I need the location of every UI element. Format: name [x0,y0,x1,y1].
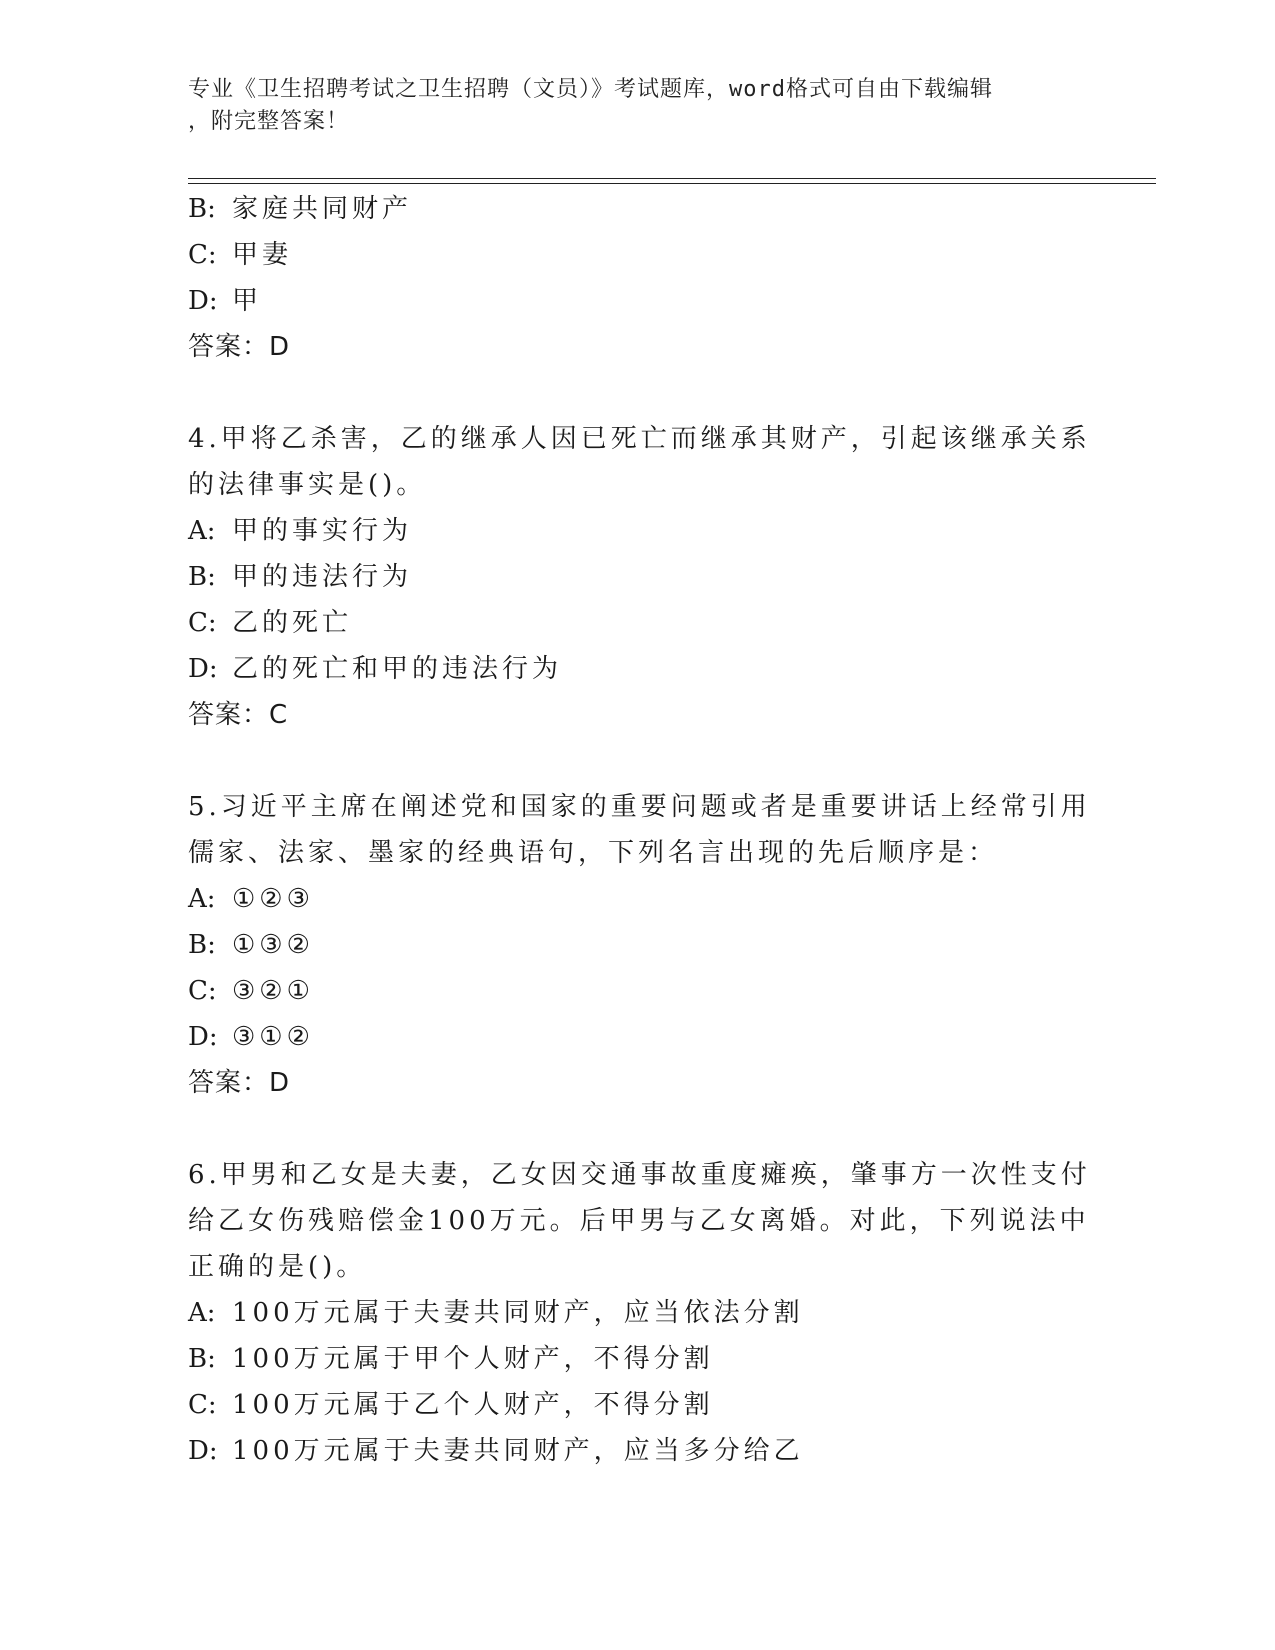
option-c [188,232,1088,278]
option-text: 乙的死亡 [232,608,353,638]
question-stem-line: 儒家、法家、墨家的经典语句，下列名言出现的先后顺序是： [188,838,999,868]
option-b [188,554,1088,600]
option-label: D: [188,1436,218,1466]
option-text: ①②③ [232,884,314,914]
option-label: D: [188,286,218,316]
option-label: D: [188,1022,218,1052]
option-d [188,646,1088,692]
option-b [188,186,1088,232]
answer-line: 答案：D [188,1068,291,1098]
option-a [188,508,1088,554]
option-b [188,922,1088,968]
option-text: 甲 [232,286,263,316]
option-text: ③②① [232,976,314,1006]
option-label: B: [188,562,216,592]
option-label: D: [188,654,218,684]
option-text: 甲妻 [232,240,293,270]
option-b [188,1336,1088,1382]
option-label: C: [188,1390,217,1420]
option-text: 甲的事实行为 [232,516,413,546]
question-5 [188,784,1091,1106]
option-label: C: [188,608,217,638]
header-rule-bottom [188,183,1156,184]
answer-line: 答案：D [188,332,291,362]
option-label: A: [188,884,216,914]
header-line-1: 专业《卫生招聘考试之卫生招聘（文员）》考试题库，word格式可自由下载编辑 [188,77,993,102]
option-d [188,1428,1088,1474]
option-text: 100万元属于夫妻共同财产，应当多分给乙 [232,1436,804,1466]
option-text: 甲的违法行为 [232,562,413,592]
option-text: 乙的死亡和甲的违法行为 [232,654,563,684]
question-stem-line: 4.甲将乙杀害，乙的继承人因已死亡而继承其财产，引起该继承关系 [188,424,1091,454]
option-label: C: [188,240,217,270]
question-6 [188,1152,1091,1474]
header-line-2: ，附完整答案！ [188,109,350,134]
option-label: C: [188,976,217,1006]
question-stem-line: 5.习近平主席在阐述党和国家的重要问题或者是重要讲话上经常引用 [188,792,1091,822]
option-text: ①③② [232,930,314,960]
option-text: 100万元属于乙个人财产，不得分割 [232,1390,714,1420]
question-4 [188,416,1091,738]
option-text: ③①② [232,1022,314,1052]
answer-line: 答案：C [188,700,289,730]
header-rule-top [188,178,1156,179]
option-label: B: [188,1344,216,1374]
option-d [188,278,1088,324]
question-stem-line: 的法律事实是()。 [188,470,427,500]
option-a [188,1290,1088,1336]
question-3-tail [188,186,1088,370]
question-stem-line: 正确的是()。 [188,1252,367,1282]
question-stem-line: 给乙女伤残赔偿金100万元。后甲男与乙女离婚。对此，下列说法中 [188,1206,1090,1236]
option-label: A: [188,1298,216,1328]
option-a [188,876,1088,922]
page-header [188,74,1068,138]
option-label: B: [188,930,216,960]
option-c [188,968,1088,1014]
option-text: 100万元属于夫妻共同财产，应当依法分割 [232,1298,804,1328]
option-c [188,600,1088,646]
option-label: A: [188,516,216,546]
option-d [188,1014,1088,1060]
option-text: 家庭共同财产 [232,194,413,224]
question-stem-line: 6.甲男和乙女是夫妻，乙女因交通事故重度瘫痪，肇事方一次性支付 [188,1160,1091,1190]
option-label: B: [188,194,216,224]
option-text: 100万元属于甲个人财产，不得分割 [232,1344,714,1374]
question-list [188,186,1091,1474]
option-c [188,1382,1088,1428]
